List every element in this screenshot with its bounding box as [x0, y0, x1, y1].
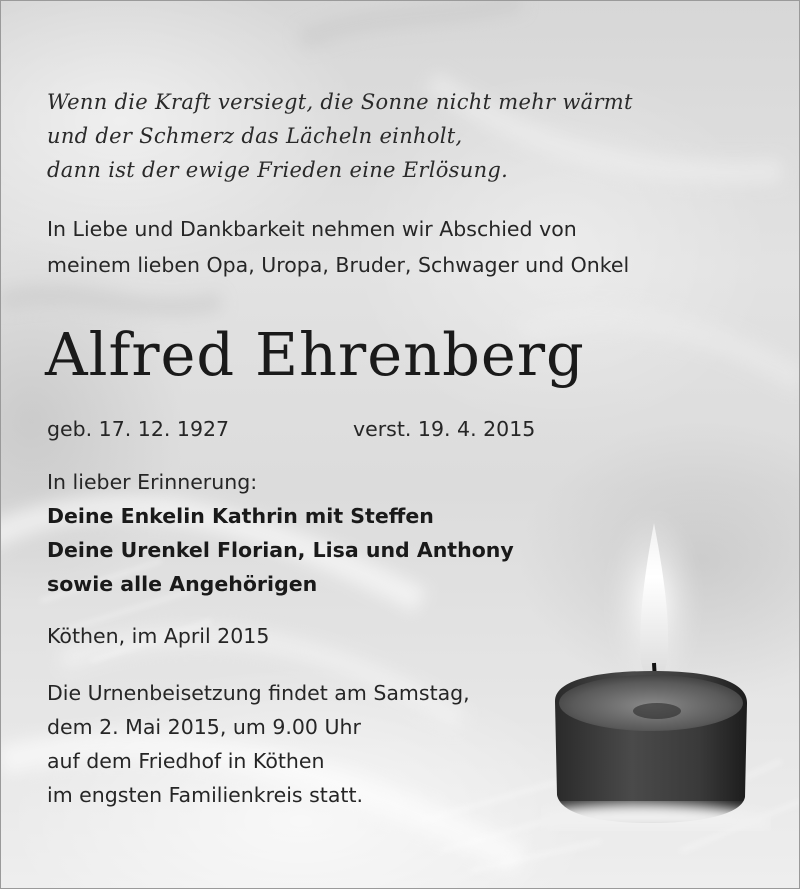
funeral-info	[47, 676, 470, 812]
funeral-line: dem 2. Mai 2015, um 9.00 Uhr	[47, 715, 361, 739]
signees	[47, 499, 514, 601]
signee-line: Deine Urenkel Florian, Lisa und Anthony	[47, 538, 514, 562]
intro-text	[47, 211, 629, 283]
signee-line: Deine Enkelin Kathrin mit Steffen	[47, 504, 434, 528]
funeral-line: im engsten Familienkreis statt.	[47, 783, 363, 807]
candle-image	[541, 511, 771, 831]
poem-line: Wenn die Kraft versiegt, die Sonne nicht mehr wärmt	[47, 90, 633, 114]
funeral-line: auf dem Friedhof in Köthen	[47, 749, 325, 773]
poem-line: und der Schmerz das Lächeln einholt,	[47, 124, 463, 148]
poem-line: dann ist der ewige Frieden eine Erlösung.	[47, 158, 509, 182]
poem	[47, 85, 633, 187]
place-date: Köthen, im April 2015	[47, 624, 270, 648]
deceased-name: Alfred Ehrenberg	[45, 320, 585, 389]
funeral-line: Die Urnenbeisetzung findet am Samstag,	[47, 681, 470, 705]
memory-heading: In lieber Erinnerung:	[47, 470, 258, 494]
death-date: verst. 19. 4. 2015	[353, 417, 536, 441]
birth-date: geb. 17. 12. 1927	[47, 417, 230, 441]
intro-line: meinem lieben Opa, Uropa, Bruder, Schwager und Onkel	[47, 253, 630, 277]
intro-line: In Liebe und Dankbarkeit nehmen wir Abschied von	[47, 217, 577, 241]
signee-line: sowie alle Angehörigen	[47, 572, 318, 596]
